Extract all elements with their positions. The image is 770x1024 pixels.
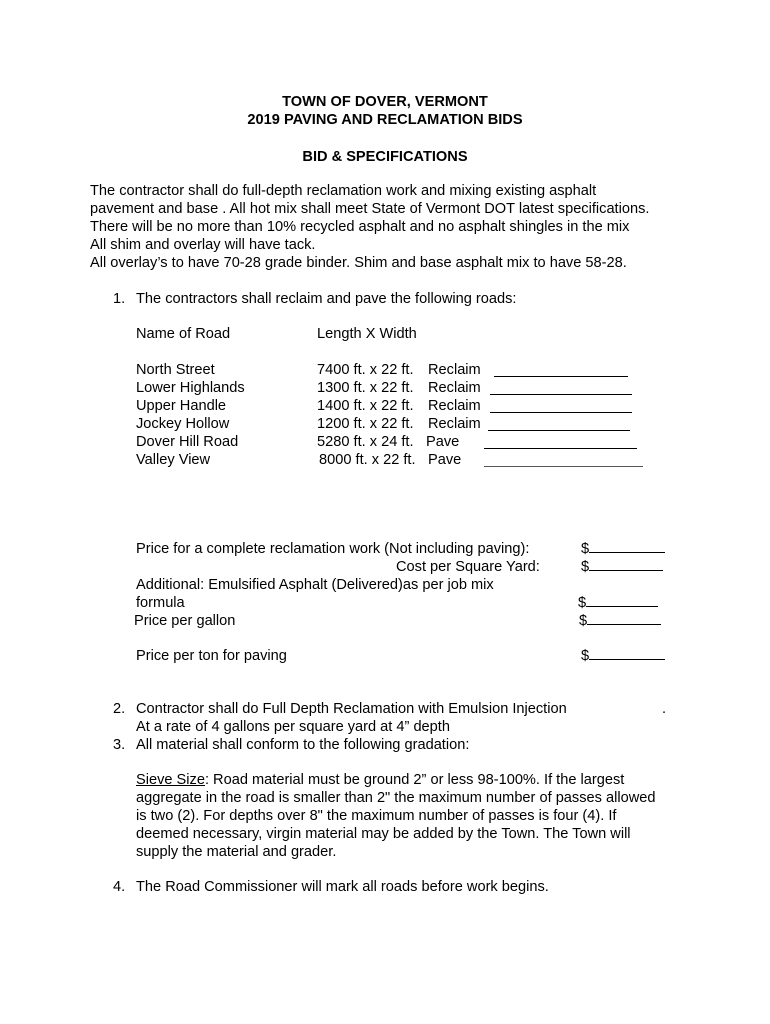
intro-line: There will be no more than 10% recycled asphalt and no asphalt shingles in the mix bbox=[90, 219, 630, 235]
sieve-size-label: Sieve Size bbox=[136, 772, 205, 788]
price-blank[interactable] bbox=[589, 558, 663, 571]
road-size: 1200 ft. x 22 ft. bbox=[317, 416, 414, 432]
item-3-number: 3. bbox=[113, 737, 126, 753]
intro-line: All overlay’s to have 70-28 grade binder. Shim and base asphalt mix to have 58-28. bbox=[90, 255, 627, 271]
item-2-line2: At a rate of 4 gallons per square yard at 4” depth bbox=[136, 719, 450, 735]
road-size: 8000 ft. x 22 ft. bbox=[319, 452, 416, 468]
road-name: Lower Highlands bbox=[136, 380, 245, 396]
additional-emulsified-label: Additional: Emulsified Asphalt (Delivered)as per job mix bbox=[136, 577, 494, 593]
item-2-number: 2. bbox=[113, 701, 126, 717]
road-size: 1300 ft. x 22 ft. bbox=[317, 380, 414, 396]
road-work: Reclaim bbox=[428, 362, 481, 378]
complete-reclamation-price[interactable] bbox=[581, 540, 665, 558]
sieve-line-text: : Road material must be ground 2” or less 98-100%. If the largest bbox=[204, 772, 625, 788]
item-3-text: All material shall conform to the following gradation: bbox=[136, 737, 470, 753]
emulsified-asphalt-price[interactable] bbox=[578, 594, 658, 612]
column-header-road: Name of Road bbox=[136, 326, 231, 342]
intro-line: The contractor shall do full-depth reclamation work and mixing existing asphalt bbox=[90, 183, 597, 199]
sieve-line: aggregate in the road is smaller than 2" the maximum number of passes allowed bbox=[136, 790, 656, 806]
road-price-blank[interactable] bbox=[484, 448, 637, 449]
additional-formula-label: formula bbox=[136, 595, 185, 611]
road-work: Reclaim bbox=[428, 398, 481, 414]
road-work: Reclaim bbox=[428, 380, 481, 396]
road-name: Valley View bbox=[136, 452, 211, 468]
item-1-number: 1. bbox=[113, 291, 126, 307]
dollar-sign: $ bbox=[579, 613, 588, 629]
intro-line: pavement and base . All hot mix shall meet State of Vermont DOT latest specifications. bbox=[90, 201, 650, 217]
cost-per-square-yard-price[interactable] bbox=[581, 558, 663, 576]
intro-line: All shim and overlay will have tack. bbox=[90, 237, 316, 253]
road-size: 1400 ft. x 22 ft. bbox=[317, 398, 414, 414]
road-work: Pave bbox=[428, 452, 462, 468]
road-work: Pave bbox=[426, 434, 460, 450]
town-title: TOWN OF DOVER, VERMONT bbox=[282, 94, 488, 110]
road-name: Upper Handle bbox=[136, 398, 227, 414]
road-name: North Street bbox=[136, 362, 215, 378]
price-per-gallon-label: Price per gallon bbox=[134, 613, 236, 629]
road-work: Reclaim bbox=[428, 416, 481, 432]
price-blank[interactable] bbox=[589, 647, 665, 660]
sieve-line: deemed necessary, virgin material may be added by the Town. The Town will bbox=[136, 826, 631, 842]
sieve-line: supply the material and grader. bbox=[136, 844, 337, 860]
sieve-line: is two (2). For depths over 8" the maximum number of passes is four (4). If bbox=[136, 808, 617, 824]
road-name: Dover Hill Road bbox=[136, 434, 239, 450]
item-1-text: The contractors shall reclaim and pave the following roads: bbox=[136, 291, 517, 307]
road-price-blank[interactable] bbox=[490, 394, 632, 395]
price-per-ton-price[interactable] bbox=[581, 647, 665, 665]
cost-per-square-yard-label: Cost per Square Yard: bbox=[396, 559, 540, 575]
complete-reclamation-label: Price for a complete reclamation work (Not including paving): bbox=[136, 541, 530, 557]
price-blank[interactable] bbox=[587, 612, 661, 625]
price-blank[interactable] bbox=[589, 540, 665, 553]
road-price-blank[interactable] bbox=[494, 376, 628, 377]
item-2-trailing-dot: . bbox=[662, 701, 667, 717]
road-price-blank[interactable] bbox=[490, 412, 632, 413]
item-4-text: The Road Commissioner will mark all roads before work begins. bbox=[136, 879, 549, 895]
dollar-sign: $ bbox=[581, 648, 590, 664]
price-per-gallon-price[interactable] bbox=[579, 612, 661, 630]
dollar-sign: $ bbox=[581, 559, 590, 575]
project-title: 2019 PAVING AND RECLAMATION BIDS bbox=[247, 112, 523, 128]
road-price-blank[interactable] bbox=[488, 430, 630, 431]
road-name: Jockey Hollow bbox=[136, 416, 230, 432]
road-size: 5280 ft. x 24 ft. bbox=[317, 434, 414, 450]
price-per-ton-label: Price per ton for paving bbox=[136, 648, 287, 664]
item-2-line1: Contractor shall do Full Depth Reclamation with Emulsion Injection bbox=[136, 701, 567, 717]
dollar-sign: $ bbox=[578, 595, 587, 611]
dollar-sign: $ bbox=[581, 541, 590, 557]
road-price-blank[interactable] bbox=[484, 466, 643, 467]
item-4-number: 4. bbox=[113, 879, 126, 895]
sieve-line bbox=[136, 771, 624, 789]
section-title: BID & SPECIFICATIONS bbox=[302, 149, 468, 165]
price-blank[interactable] bbox=[586, 594, 658, 607]
column-header-size: Length X Width bbox=[317, 326, 417, 342]
road-size: 7400 ft. x 22 ft. bbox=[317, 362, 414, 378]
